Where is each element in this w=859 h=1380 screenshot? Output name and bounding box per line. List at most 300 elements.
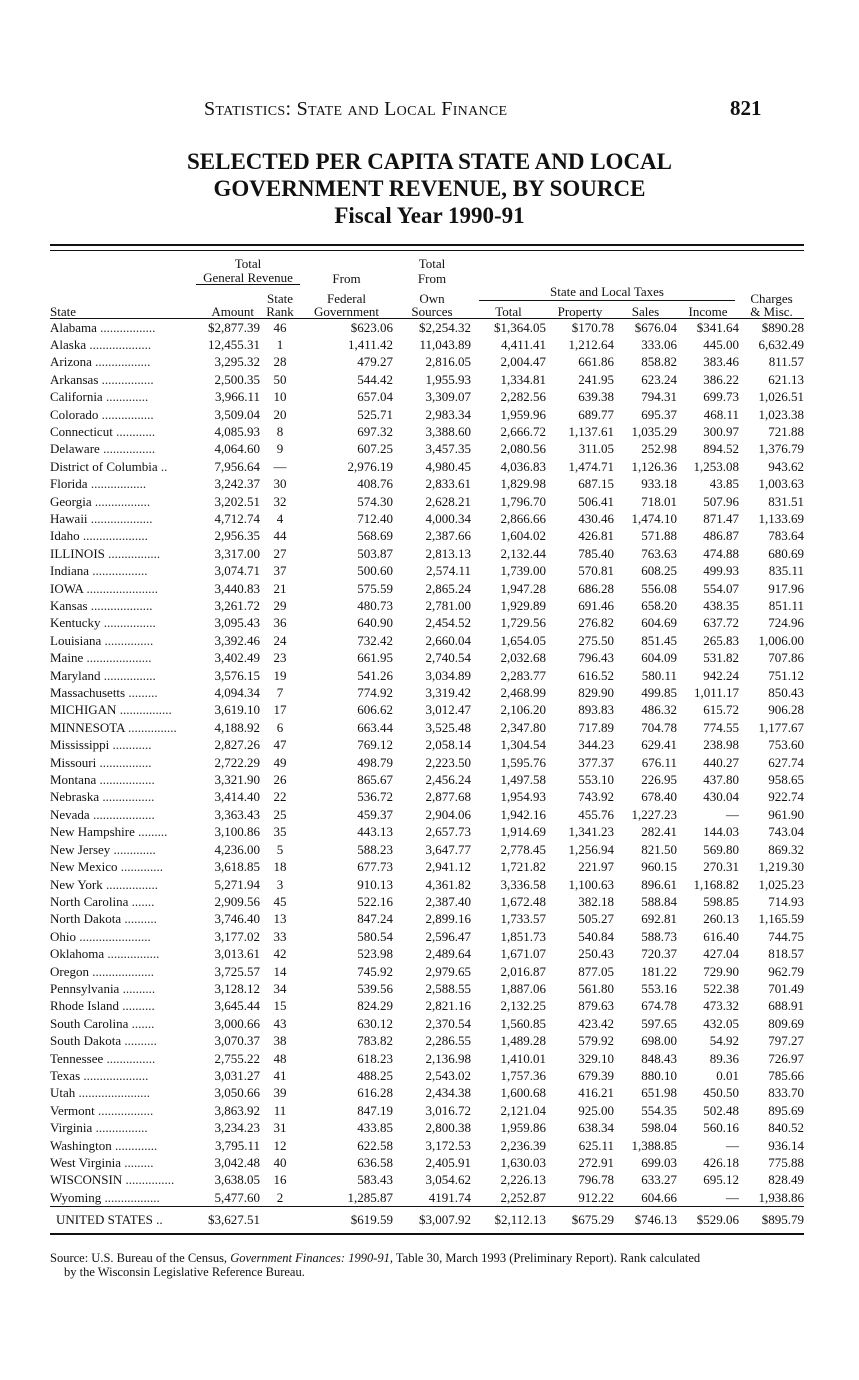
cell-state: Virginia ................: [50, 1120, 148, 1136]
table-row: [50, 858, 804, 875]
cell-from-federal: 865.67: [357, 772, 393, 788]
cell-own-sources: 3,319.42: [425, 685, 471, 701]
cell-taxes-total: 1,604.02: [500, 528, 546, 544]
cell-property: 430.46: [578, 510, 614, 526]
cell-taxes-total: 1,914.69: [500, 824, 546, 840]
table-row: [50, 667, 804, 684]
cell-property: 329.10: [578, 1050, 614, 1066]
cell-state: District of Columbia ..: [50, 458, 168, 474]
cell-income: 238.98: [703, 737, 739, 753]
cell-amount: 3,638.05: [214, 1172, 260, 1188]
cell-state: South Dakota ..........: [50, 1033, 157, 1049]
cell-state-rank: 22: [273, 789, 287, 805]
cell-taxes-total: 1,887.06: [500, 980, 546, 996]
cell-amount: 3,402.49: [214, 650, 260, 666]
cell-own-sources: 2,136.98: [425, 1050, 471, 1066]
cell-charges: 809.69: [768, 1015, 804, 1031]
cell-taxes-total: 1,733.57: [500, 911, 546, 927]
cell-amount: 3,618.85: [214, 859, 260, 875]
cell-sales: $676.04: [634, 319, 677, 335]
cell-income: 1,168.82: [693, 876, 739, 892]
cell-property: 505.27: [578, 911, 614, 927]
cell-income: 522.38: [703, 980, 739, 996]
cell-amount: 4,094.34: [214, 685, 260, 701]
cell-from-federal: 712.40: [357, 510, 393, 526]
cell-state-rank: 12: [273, 1137, 287, 1153]
cell-amount: 2,827.26: [214, 737, 260, 753]
cell-state: ILLINOIS ................: [50, 545, 161, 561]
cell-state-rank: 38: [273, 1033, 287, 1049]
table-row: [50, 458, 804, 475]
cell-state-rank: 4: [276, 510, 284, 526]
cell-sales: 623.24: [641, 371, 677, 387]
cell-charges: 936.14: [768, 1137, 804, 1153]
cell-sales: 282.41: [641, 824, 677, 840]
table-row: [50, 423, 804, 440]
cell-state: Rhode Island ..........: [50, 998, 155, 1014]
cell-income: 486.87: [703, 528, 739, 544]
cell-state: Oregon ...................: [50, 963, 154, 979]
cell-amount: 3,317.00: [214, 545, 260, 561]
cell-taxes-total: 4,411.41: [500, 336, 546, 352]
cell-own-sources: 2,574.11: [425, 563, 471, 579]
cell-taxes-total: 1,929.89: [500, 598, 546, 613]
cell-taxes-total: 1,630.03: [500, 1155, 546, 1170]
cell-from-federal: 847.19: [357, 1102, 393, 1118]
cell-income: 531.82: [703, 650, 739, 666]
cell-state-rank: 16: [273, 1172, 287, 1188]
cell-income: —: [726, 1137, 739, 1153]
cell-from-federal: 498.79: [357, 754, 393, 770]
cell-sales: 848.43: [641, 1050, 677, 1066]
table-row: [50, 371, 804, 388]
cell-state-rank: 8: [276, 423, 284, 439]
cell-state-rank: 5: [276, 841, 284, 857]
cell-from-federal: 2,976.19: [347, 458, 393, 474]
cell-taxes-total: 1,729.56: [500, 615, 546, 631]
table-row: [50, 876, 804, 893]
table-row: [50, 1067, 804, 1084]
table-row: [50, 945, 804, 962]
cell-taxes-total: $1,364.05: [494, 319, 546, 335]
cell-state: Alaska ...................: [50, 336, 152, 352]
header-total: Total: [495, 303, 522, 318]
cell-state: California .............: [50, 389, 149, 405]
cell-property: 796.78: [578, 1172, 614, 1188]
cell-from-federal: 769.12: [357, 737, 393, 753]
cell-state-rank: 28: [273, 354, 287, 370]
cell-property: 276.82: [578, 615, 614, 631]
cell-income: —: [726, 806, 739, 822]
cell-state-rank: 21: [273, 580, 287, 596]
cell-taxes-total: 2,132.25: [500, 998, 546, 1014]
cell-taxes-total: 1,497.58: [500, 772, 546, 788]
table-row: [50, 806, 804, 823]
cell-amount: 3,013.61: [214, 946, 260, 962]
cell-income: 942.24: [703, 667, 739, 683]
cell-sales: 554.35: [641, 1102, 677, 1118]
cell-state: IOWA ......................: [50, 580, 158, 596]
cell-sales: 763.63: [641, 545, 677, 561]
cell-income: 569.80: [703, 841, 739, 857]
cell-state: New Mexico .............: [50, 859, 164, 875]
cell-taxes-total: 1,600.68: [500, 1085, 546, 1101]
cell-property: 344.23: [578, 737, 614, 753]
cell-own-sources: 2,979.65: [425, 963, 471, 979]
cell-charges: 1,177.67: [758, 719, 804, 735]
table-row: [50, 788, 804, 805]
cell-state: Utah ......................: [50, 1085, 151, 1101]
cell-own-sources: 3,054.62: [425, 1172, 471, 1188]
cell-sales: 695.37: [641, 406, 677, 422]
cell-charges: 1,165.59: [758, 911, 804, 927]
cell-sales: 704.78: [641, 719, 677, 735]
cell-state: Mississippi ............: [50, 737, 152, 753]
cell-taxes-total: 1,304.54: [500, 737, 546, 753]
cell-charges: 962.79: [768, 963, 804, 979]
cell-taxes-total: 2,347.80: [500, 719, 546, 735]
cell-property: 689.77: [578, 406, 614, 422]
cell-state-rank: 9: [276, 441, 284, 457]
total-state: UNITED STATES ..: [50, 1207, 196, 1235]
table-row: [50, 562, 804, 579]
cell-sales: 608.25: [641, 563, 677, 579]
cell-taxes-total: 1,560.85: [500, 1015, 546, 1031]
cell-from-federal: 1,411.42: [347, 336, 393, 352]
cell-taxes-total: 2,236.39: [500, 1137, 546, 1153]
table-row: [50, 1189, 804, 1207]
cell-own-sources: 2,800.38: [425, 1120, 471, 1136]
cell-sales: 1,035.29: [631, 423, 677, 439]
cell-state: Pennsylvania ..........: [50, 980, 156, 996]
cell-own-sources: 2,543.02: [425, 1067, 471, 1083]
cell-state: Kentucky ................: [50, 615, 156, 631]
cell-from-federal: 622.58: [357, 1137, 393, 1153]
cell-income: 1,253.08: [693, 458, 739, 474]
cell-charges: 1,219.30: [758, 859, 804, 875]
cell-state-rank: 36: [273, 615, 287, 631]
cell-income: 774.55: [703, 719, 739, 735]
cell-property: 912.22: [578, 1189, 614, 1205]
cell-charges: 828.49: [768, 1172, 804, 1188]
cell-income: 468.11: [703, 406, 739, 422]
cell-property: 423.42: [578, 1015, 614, 1031]
cell-income: 440.27: [703, 754, 739, 770]
cell-state: MICHIGAN ................: [50, 702, 172, 718]
cell-taxes-total: 1,721.82: [500, 859, 546, 875]
table-row: [50, 632, 804, 649]
cell-state-rank: 43: [273, 1015, 287, 1031]
cell-state: Delaware ................: [50, 441, 156, 457]
cell-state: Washington .............: [50, 1137, 158, 1153]
cell-property: 275.50: [578, 632, 614, 648]
cell-own-sources: 3,647.77: [425, 841, 471, 857]
cell-own-sources: 2,370.54: [425, 1015, 471, 1031]
total-state-rank: [260, 1207, 300, 1235]
cell-amount: 3,321.90: [214, 772, 260, 788]
cell-own-sources: 2,660.04: [425, 632, 471, 648]
cell-amount: 3,000.66: [214, 1015, 260, 1031]
table-row: [50, 319, 804, 336]
cell-property: 241.95: [578, 371, 614, 387]
cell-amount: 3,509.04: [214, 406, 260, 422]
cell-state: Tennessee ...............: [50, 1050, 156, 1066]
cell-income: 699.73: [703, 389, 739, 405]
cell-amount: 3,261.72: [214, 598, 260, 613]
cell-property: 377.37: [578, 754, 614, 770]
cell-from-federal: 574.30: [357, 493, 393, 509]
cell-amount: 3,725.57: [214, 963, 260, 979]
cell-state-rank: 20: [273, 406, 287, 422]
cell-charges: 895.69: [768, 1102, 804, 1118]
cell-sales: 794.31: [641, 389, 677, 405]
cell-amount: 3,177.02: [214, 928, 260, 944]
cell-state: Florida .................: [50, 476, 147, 492]
cell-state-rank: 35: [273, 824, 287, 840]
cell-property: 561.80: [578, 980, 614, 996]
cell-own-sources: 2,833.61: [425, 476, 471, 492]
cell-charges: 753.60: [768, 737, 804, 753]
cell-from-federal: 580.54: [357, 928, 393, 944]
cell-from-federal: 697.32: [357, 423, 393, 439]
cell-sales: 880.10: [641, 1067, 677, 1083]
cell-sales: 333.06: [641, 336, 677, 352]
cell-own-sources: 2,628.21: [425, 493, 471, 509]
cell-amount: 3,042.48: [214, 1155, 260, 1170]
cell-taxes-total: 1,954.93: [500, 789, 546, 805]
cell-charges: 1,006.00: [758, 632, 804, 648]
cell-sales: 226.95: [641, 772, 677, 788]
cell-amount: 4,064.60: [214, 441, 260, 457]
cell-income: $341.64: [696, 319, 739, 335]
cell-state: Wyoming .................: [50, 1189, 160, 1205]
cell-charges: 726.97: [768, 1050, 804, 1066]
cell-charges: 744.75: [768, 928, 804, 944]
cell-from-federal: 640.90: [357, 615, 393, 631]
page-number: 821: [730, 96, 762, 120]
cell-from-federal: 539.56: [357, 980, 393, 996]
cell-income: 430.04: [703, 789, 739, 805]
table-row: [50, 754, 804, 771]
cell-charges: 1,938.86: [758, 1189, 804, 1205]
table-row: [50, 684, 804, 701]
header-own-sources: Own Sources: [411, 290, 453, 318]
cell-state-rank: 29: [273, 598, 287, 613]
cell-amount: 4,188.92: [214, 719, 260, 735]
cell-sales: 692.81: [641, 911, 677, 927]
cell-property: 616.52: [578, 667, 614, 683]
cell-own-sources: 2,657.73: [425, 824, 471, 840]
table-row: [50, 1137, 804, 1154]
cell-sales: 821.50: [641, 841, 677, 857]
cell-charges: 783.64: [768, 528, 804, 544]
cell-from-federal: 774.92: [357, 685, 393, 701]
cell-amount: 3,031.27: [214, 1067, 260, 1083]
cell-amount: 7,956.64: [214, 458, 260, 474]
cell-sales: 678.40: [641, 789, 677, 805]
cell-amount: 3,863.92: [214, 1102, 260, 1118]
cell-charges: $890.28: [761, 319, 804, 335]
cell-own-sources: 2,058.14: [425, 737, 471, 753]
cell-sales: 486.32: [641, 702, 677, 718]
cell-own-sources: 3,172.53: [425, 1137, 471, 1153]
cell-state: Montana .................: [50, 772, 155, 788]
table-row: [50, 719, 804, 736]
cell-sales: 556.08: [641, 580, 677, 596]
cell-sales: 1,126.36: [631, 458, 677, 474]
cell-income: 427.04: [703, 946, 739, 962]
cell-income: 426.18: [703, 1155, 739, 1170]
cell-income: 502.48: [703, 1102, 739, 1118]
cell-state: South Carolina .......: [50, 1015, 155, 1031]
cell-own-sources: 2,454.52: [425, 615, 471, 631]
cell-taxes-total: 2,016.87: [500, 963, 546, 979]
cell-income: 43.85: [709, 476, 739, 492]
cell-own-sources: 3,012.47: [425, 702, 471, 718]
revenue-table: [50, 256, 804, 1235]
cell-amount: 3,100.86: [214, 824, 260, 840]
cell-state-rank: 11: [273, 1102, 287, 1118]
cell-taxes-total: 3,336.58: [500, 876, 546, 892]
cell-income: 616.40: [703, 928, 739, 944]
cell-from-federal: 480.73: [357, 598, 393, 613]
cell-own-sources: 2,223.50: [425, 754, 471, 770]
cell-amount: 3,576.15: [214, 667, 260, 683]
cell-charges: 922.74: [768, 789, 804, 805]
cell-amount: 3,242.37: [214, 476, 260, 492]
cell-sales: 651.98: [641, 1085, 677, 1101]
cell-state: Maryland ................: [50, 667, 156, 683]
table-row: [50, 1171, 804, 1188]
cell-from-federal: 408.76: [357, 476, 393, 492]
running-head: [204, 98, 764, 121]
cell-taxes-total: 1,334.81: [500, 371, 546, 387]
cell-property: 893.83: [578, 702, 614, 718]
table-body: [50, 319, 804, 1207]
cell-sales: 571.88: [641, 528, 677, 544]
table-row: [50, 736, 804, 753]
cell-income: 450.50: [703, 1085, 739, 1101]
cell-property: 1,212.64: [568, 336, 614, 352]
cell-property: 579.92: [578, 1033, 614, 1049]
cell-state: Louisiana ...............: [50, 632, 154, 648]
cell-taxes-total: 1,947.28: [500, 580, 546, 596]
cell-own-sources: 3,525.48: [425, 719, 471, 735]
cell-property: 311.05: [578, 441, 614, 457]
cell-sales: 718.01: [641, 493, 677, 509]
header-total-own-line1: Total: [418, 256, 446, 270]
cell-state: Oklahoma ................: [50, 946, 160, 962]
total-taxes-total: $2,112.13: [471, 1207, 546, 1235]
cell-from-federal: 503.87: [357, 545, 393, 561]
cell-charges: 1,026.51: [758, 389, 804, 405]
header-general-revenue: General Revenue: [196, 270, 300, 285]
total-row: [50, 1207, 804, 1235]
cell-charges: 688.91: [768, 998, 804, 1014]
cell-taxes-total: 2,468.99: [500, 685, 546, 701]
cell-amount: 3,050.66: [214, 1085, 260, 1101]
cell-charges: 751.12: [768, 667, 804, 683]
cell-state-rank: 32: [273, 493, 287, 509]
cell-own-sources: 2,781.00: [425, 598, 471, 613]
cell-state: Arkansas ................: [50, 371, 154, 387]
cell-from-federal: 824.29: [357, 998, 393, 1014]
cell-state: New York ................: [50, 876, 158, 892]
cell-income: 0.01: [716, 1067, 739, 1083]
top-double-rule: [50, 244, 804, 251]
cell-from-federal: 523.98: [357, 946, 393, 962]
cell-property: 1,341.23: [568, 824, 614, 840]
cell-own-sources: 3,457.35: [425, 441, 471, 457]
header-total-general-revenue-line1: Total: [234, 256, 262, 270]
cell-state-rank: 2: [276, 1189, 284, 1205]
table-row: [50, 1015, 804, 1032]
cell-own-sources: 2,865.24: [425, 580, 471, 596]
cell-state-rank: 15: [273, 998, 287, 1014]
cell-property: 553.10: [578, 772, 614, 788]
cell-income: 386.22: [703, 371, 739, 387]
cell-state: Idaho ....................: [50, 528, 148, 544]
total-from-federal: $619.59: [300, 1207, 393, 1235]
cell-taxes-total: 1,489.28: [500, 1033, 546, 1049]
cell-income: 554.07: [703, 580, 739, 596]
cell-state-rank: 40: [273, 1155, 287, 1170]
cell-charges: 850.43: [768, 685, 804, 701]
cell-from-federal: 636.58: [357, 1155, 393, 1170]
running-head-text: Statistics: State and Local Finance: [204, 98, 508, 120]
cell-own-sources: 2,877.68: [425, 789, 471, 805]
cell-from-federal: 677.73: [357, 859, 393, 875]
cell-taxes-total: 2,106.20: [500, 702, 546, 718]
cell-property: $170.78: [571, 319, 614, 335]
cell-taxes-total: 1,595.76: [500, 754, 546, 770]
total-own-sources: $3,007.92: [393, 1207, 471, 1235]
cell-property: 877.05: [578, 963, 614, 979]
cell-charges: 680.69: [768, 545, 804, 561]
table-row: [50, 1102, 804, 1119]
cell-from-federal: 525.71: [357, 406, 393, 422]
table-row: [50, 893, 804, 910]
table-row: [50, 614, 804, 631]
cell-property: 540.84: [578, 928, 614, 944]
cell-charges: 943.62: [768, 458, 804, 474]
cell-own-sources: 2,387.40: [425, 893, 471, 909]
cell-own-sources: 2,588.55: [425, 980, 471, 996]
cell-own-sources: 2,489.64: [425, 946, 471, 962]
cell-income: 1,011.17: [693, 685, 739, 701]
cell-amount: 2,722.29: [214, 754, 260, 770]
cell-from-federal: 607.25: [357, 441, 393, 457]
header-amount: Amount: [211, 303, 254, 318]
table-row: [50, 1154, 804, 1171]
cell-amount: 5,477.60: [214, 1189, 260, 1205]
cell-amount: 2,909.56: [214, 893, 260, 909]
cell-from-federal: 575.59: [357, 580, 393, 596]
cell-own-sources: 2,387.66: [425, 528, 471, 544]
cell-own-sources: 2,941.12: [425, 859, 471, 875]
cell-sales: 604.66: [641, 1189, 677, 1205]
cell-sales: 604.09: [641, 650, 677, 666]
table-row: [50, 336, 804, 353]
cell-property: 272.91: [578, 1155, 614, 1170]
cell-property: 785.40: [578, 545, 614, 561]
cell-income: 894.52: [703, 441, 739, 457]
cell-state: New Jersey .............: [50, 841, 156, 857]
table-row: [50, 1119, 804, 1136]
cell-from-federal: 606.62: [357, 702, 393, 718]
cell-own-sources: 2,904.06: [425, 806, 471, 822]
cell-income: 474.88: [703, 545, 739, 561]
